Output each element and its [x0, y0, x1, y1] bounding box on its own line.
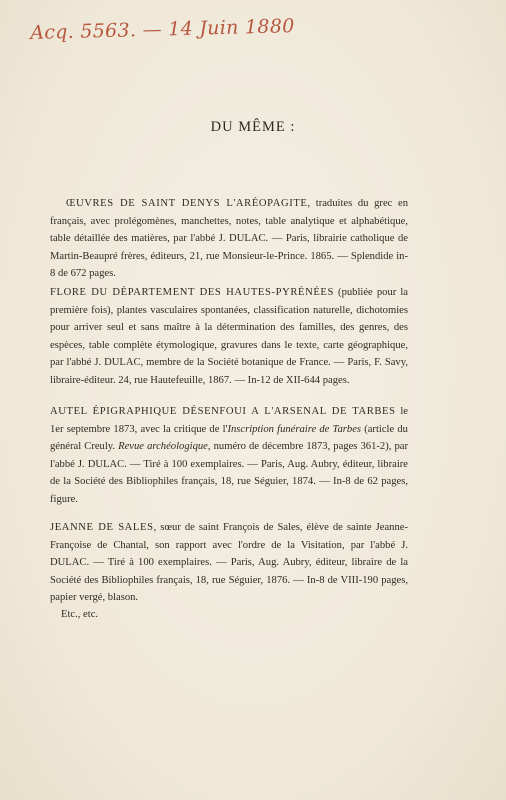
- entry-title: ŒUVRES DE SAINT DENYS L'ARÉOPAGITE: [66, 198, 308, 209]
- bibliography-entry: [50, 403, 408, 509]
- bibliography-entry: [50, 519, 408, 607]
- entry-title: AUTEL ÉPIGRAPHIQUE DÉSENFOUI A L'ARSENAL DE TARBES: [50, 406, 396, 417]
- page-heading: DU MÊME :: [210, 119, 296, 135]
- entry-text: (publiée pour la première fois), plantes vasculaires spontanées, classification naturelle, dichotomies pour arriver seul et sans maître à la détermination des familles, des genres, des espèces, table complète étymologique, gravures dans le texte, carte géographique, par l'abbé J. DULAC, membre de la Société botanique de France. — Paris, F. Savy, libraire-éditeur. 24, rue Hautefeuille, 1867. — In-12 de XII-644 pages.: [50, 287, 408, 386]
- entry-title: FLORE DU DÉPARTEMENT DES HAUTES-PYRÉNÉES: [50, 287, 334, 298]
- entry-text: , numéro de décembre 1873, pages 361-2), par l'abbé J. DULAC. — Tiré à 100 exemplaires. — Paris, Aug. Aubry, éditeur, libraire de la Société des Bibliophiles français, 18, rue Séguier, 1874. — In-8 de 62 pages, figure.: [50, 441, 409, 505]
- entry-italic-journal: Revue archéologique: [118, 441, 208, 453]
- closing-etc: Etc., etc.: [61, 609, 99, 620]
- entry-text: , traduites du grec en français, avec prolégomènes, manchettes, notes, table analytique et alphabétique, table détaillée des matières, par l'abbé J. DULAC. — Paris, librairie catholique de Martin-Beaupré frères, éditeurs, 21, rue Monsieur-le-Prince. 1865. — Splendide in-8 de 672 pages.: [50, 198, 408, 280]
- entry-title: JEANNE DE SALES: [50, 522, 154, 533]
- bibliography-entry: [50, 284, 408, 390]
- entry-text: (article du général Creuly.: [50, 423, 408, 453]
- bibliography-entry: [50, 195, 408, 283]
- entry-text: le 1er septembre 1873, avec la critique de l': [50, 406, 408, 435]
- entry-italic-title: Inscription funéraire de Tarbes: [227, 423, 362, 435]
- entry-text: , sœur de saint François de Sales, élève de sainte Jeanne-Françoise de Chantal, son rapport avec l'ordre de la Visitation, par l'abbé J. DULAC. — Tiré à 100 exemplaires. — Paris, Aug. Aubry, éditeur, libraire de la Société des Bibliophiles français, 18, rue Séguier, 1876. — In-8 de VIII-190 pages, papier vergé, blason.: [50, 522, 409, 604]
- handwritten-accession-note: Acq. 5563. — 14 Juin 1880: [30, 15, 295, 44]
